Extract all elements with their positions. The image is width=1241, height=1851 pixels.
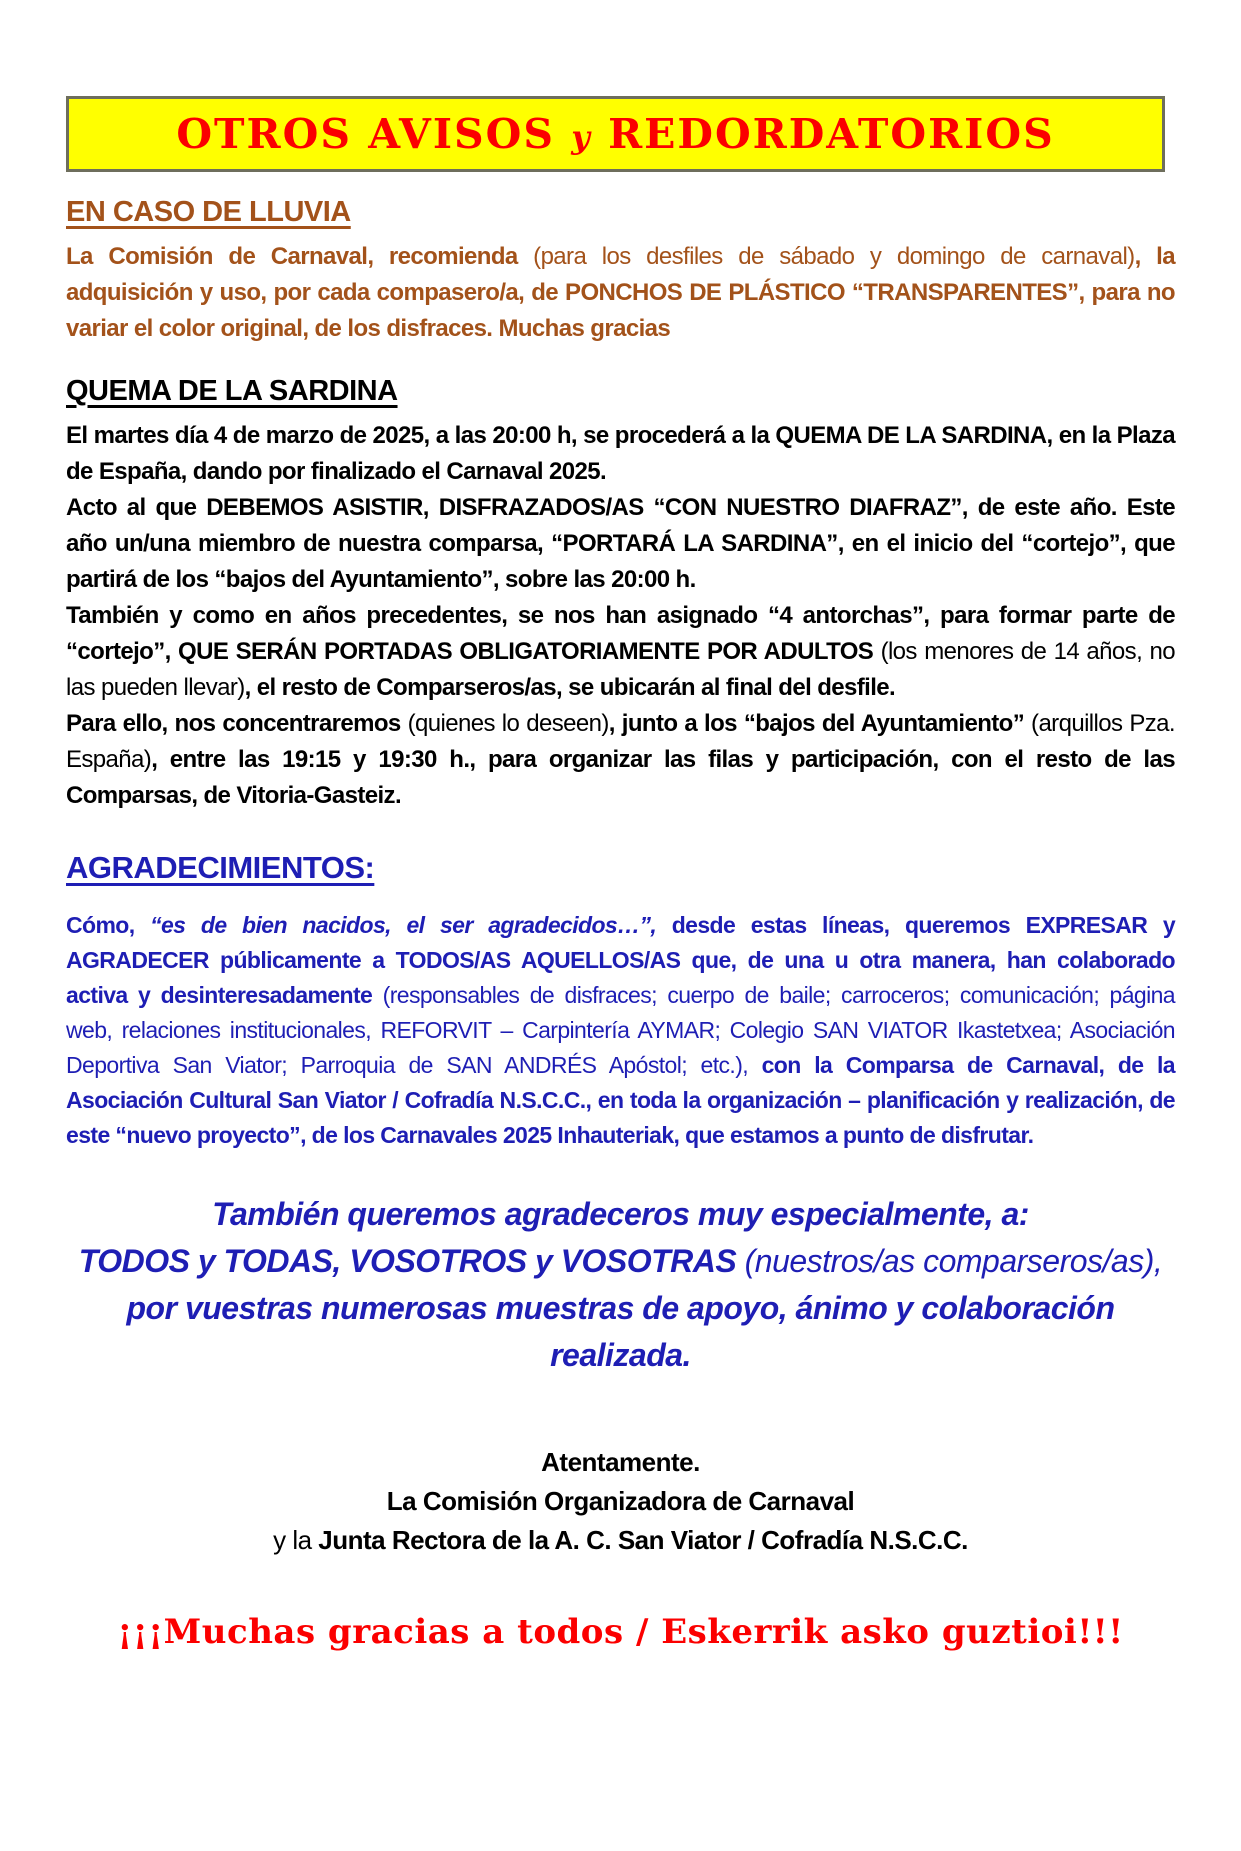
special-thanks-block — [66, 1191, 1175, 1379]
special-thanks-line-3: por vuestras numerosas muestras de apoyo, ánimo y colaboración realizada. — [126, 1290, 1115, 1373]
signature-line-comision: La Comisión Organizadora de Carnaval — [386, 1486, 855, 1516]
title-banner — [66, 96, 1165, 172]
paragraph-sardina-1: El martes día 4 de marzo de 2025, a las 20:00 h, se procederá a la QUEMA DE LA SARDINA, en la Plaza de España, dando por finalizado el Carnaval 2025. — [66, 422, 1175, 485]
signature-block — [66, 1443, 1175, 1560]
section-heading-agradecimientos: AGRADECIMIENTOS: — [66, 850, 375, 885]
section-agradecimientos — [66, 850, 1175, 1153]
paragraph-sardina-4: Para ello, nos concentraremos (quienes lo deseen), junto a los “bajos del Ayuntamiento” (arquillos Pza. España), entre las 19:15 y 19:30 h., para organizar las filas y participación, con el resto de las Comparsas, de Vitoria-Gasteiz. — [66, 710, 1175, 809]
signature-line-atentamente: Atentamente. — [541, 1447, 700, 1477]
special-thanks-line-1: También queremos agradeceros muy especialmente, a: — [212, 1196, 1029, 1232]
document-page — [0, 96, 1241, 1652]
page-title: OTROS AVISOS y REDORDATORIOS — [176, 110, 1055, 158]
paragraph-sardina-2: Acto al que DEBEMOS ASISTIR, DISFRAZADOS/AS “CON NUESTRO DIAFRAZ”, de este año. Este año un/una miembro de nuestra comparsa, “PORTARÁ LA SARDINA”, en el inicio del “cortejo”, que partirá de los “bajos del Ayuntamiento”, sobre las 20:00 h. — [66, 494, 1175, 593]
section-quema-de-la-sardina — [66, 375, 1175, 814]
section-heading-lluvia: EN CASO DE LLUVIA — [66, 196, 351, 228]
footer-thanks-text: ¡¡¡Muchas gracias a todos / Eskerrik asko guztioi!!! — [117, 1612, 1124, 1652]
section-en-caso-de-lluvia — [66, 196, 1175, 347]
special-thanks-line-2: TODOS y TODAS, VOSOTROS y VOSOTRAS (nuestros/as comparseros/as), — [78, 1243, 1163, 1279]
section-heading-sardina: QUEMA DE LA SARDINA — [66, 375, 398, 407]
paragraph-agradecimientos: Cómo, “es de bien nacidos, el ser agradecidos…”, desde estas líneas, queremos EXPRESAR y AGRADECER públicamente a TODOS/AS AQUELLOS/AS que, de una u otra manera, han colaborado activa y desinteresadamente (responsables de disfraces; cuerpo de baile; carroceros; comunicación; página web, relaciones institucionales, REFORVIT – Carpintería AYMAR; Colegio SAN VIATOR Ikastetxea; Asociación Deportiva San Viator; Parroquia de SAN ANDRÉS Apóstol; etc.), con la Comparsa de Carnaval, de la Asociación Cultural San Viator / Cofradía N.S.C.C., en toda la organización – planificación y realización, de este “nuevo proyecto”, de los Carnavales 2025 Inhauteriak, que estamos a punto de disfrutar. — [66, 912, 1176, 1148]
signature-line-junta: y la Junta Rectora de la A. C. San Viator / Cofradía N.S.C.C. — [273, 1525, 968, 1555]
paragraph-sardina-3: También y como en años precedentes, se nos han asignado “4 antorchas”, para formar parte de “cortejo”, QUE SERÁN PORTADAS OBLIGATORIAMENTE POR ADULTOS (los menores de 14 años, no las pueden llevar), el resto de Comparseros/as, se ubicarán al final del desfile. — [66, 602, 1175, 701]
paragraph-lluvia: La Comisión de Carnaval, recomienda (para los desfiles de sábado y domingo de carnaval), la adquisición y uso, por cada compasero/a, de PONCHOS DE PLÁSTICO “TRANSPARENTES”, para no variar el color original, de los disfraces. Muchas gracias — [66, 243, 1175, 342]
